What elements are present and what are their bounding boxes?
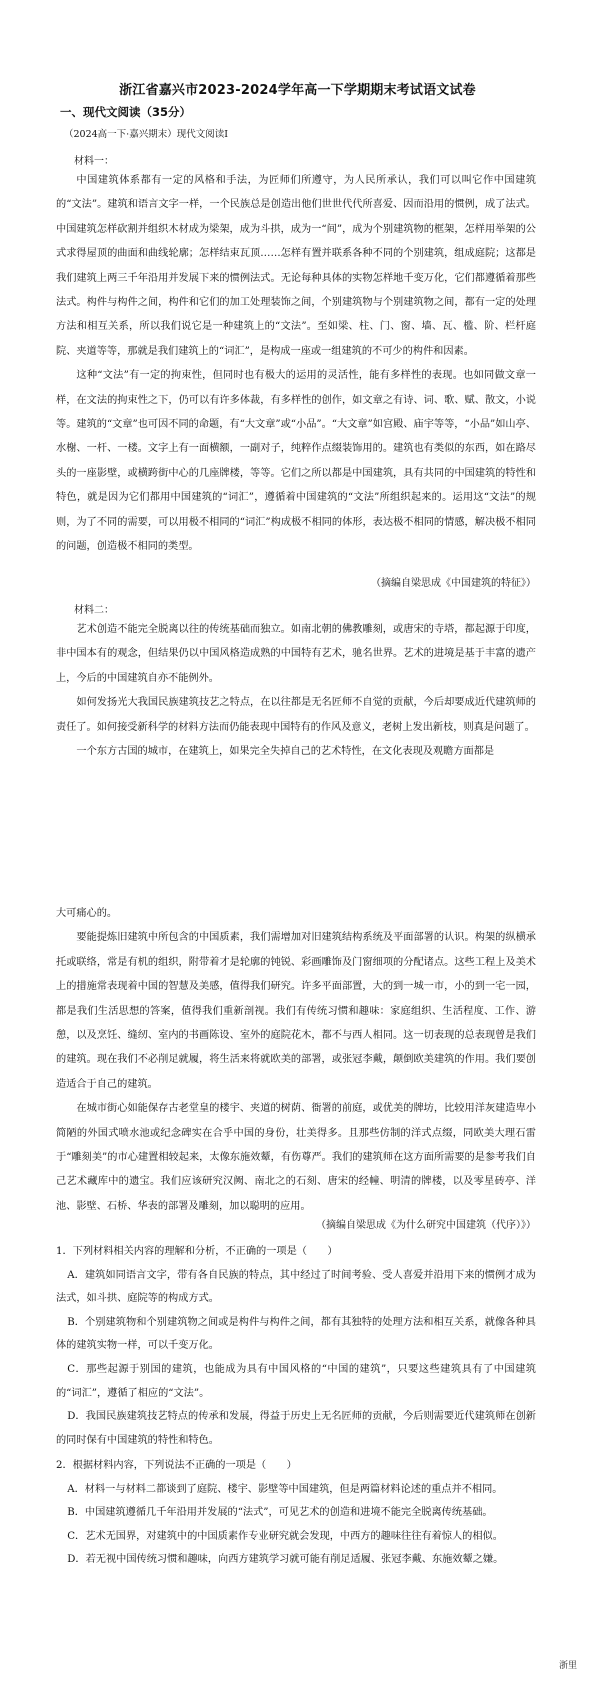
material1-citation: （摘编自梁思成《中国建筑的特征》） bbox=[371, 578, 536, 589]
paragraph: 这种“文法”有一定的拘束性，但同时也有极大的运用的灵活性，能有多样性的表现。也如同做文章一样，在文法的拘束性之下，仍可以有许多体裁，有多样性的创作，如文章之有诗、词、歌、赋、散文，小说等。建筑的“文章”也可因不同的命题，有“大文章”或“小品”。“大文章”如宫殿、庙宇等等，“小品”如山亭、水榭、一杆、一楼。文字上有一面横额，一副对子，纯粹作点缀装饰用的。建筑也有类似的东西，如在路尽头的一座影壁，或横跨街中心的几座牌楼，等等。它们之所以都是中国建筑，具有共同的中国建筑的特性和特色，就是因为它们都用中国建筑的“词汇”，遵循着中国建筑的“文法”所组织起来的。运用这“文法”的规则，为了不同的需要，可以用极不相同的“词汇”构成极不相同的体形，表达极不相同的情感，解决极不相同的问题，创造极不相同的类型。 bbox=[56, 370, 536, 553]
section-heading: 一、现代文阅读（35分） bbox=[60, 105, 192, 119]
option-b[interactable]: B．个别建筑物和个别建筑物之间或是构件与构件之间，都有其独特的处理方法和相互关系，就像各种具体的建筑实物一样，可以千变万化。 bbox=[56, 1316, 536, 1352]
question-stem: 2．根据材料内容，下列说法不正确的一项是（ ） bbox=[56, 1460, 297, 1471]
option-c[interactable]: C．艺术无国界，对建筑中的中国质素作专业研究就会发现，中西方的趣味往往有着惊人的相似。 bbox=[67, 1530, 503, 1542]
material2-citation: （摘编自梁思成《为什么研究中国建筑（代序）》） bbox=[316, 1220, 536, 1231]
paragraph: 一个东方古国的城市，在建筑上，如果完全失掉自己的艺术特性，在文化表现及观瞻方面都是 bbox=[76, 746, 495, 758]
question-stem: 1．下列材料相关内容的理解和分析，不正确的一项是（ ） bbox=[56, 1246, 338, 1257]
option-d[interactable]: D．若无视中国传统习惯和趣味，向西方建筑学习就可能有削足适履、张冠李戴、东施效颦之嫌。 bbox=[67, 1554, 504, 1566]
material2-body-bottom bbox=[56, 902, 536, 1219]
continuation-line: 大可痛心的。 bbox=[56, 908, 118, 919]
footer-mark: 浙里 bbox=[558, 1661, 577, 1671]
material1-body bbox=[56, 169, 536, 560]
paragraph: 如何发扬光大我国民族建筑技艺之特点，在以往都是无名匠师不自觉的贡献，今后却要成近代建筑师的责任了。如何接受新科学的材料方法而仍能表现中国特有的作风及意义，老树上发出新枝，则真是问题了。 bbox=[56, 697, 536, 733]
source-tag: （2024高一下·嘉兴期末）现代文阅读I bbox=[64, 129, 228, 140]
option-a[interactable]: A．材料一与材料二都谈到了庭院、楼宇、影壁等中国建筑，但是两篇材料论述的重点并不相同。 bbox=[67, 1483, 503, 1495]
option-b[interactable]: B．中国建筑遵循几千年沿用并发展的“法式”，可见艺术的创造和进境不能完全脱离传统基础。 bbox=[67, 1507, 493, 1519]
paragraph: 中国建筑体系都有一定的风格和手法，为匠师们所遵守，为人民所承认，我们可以叫它作中国建筑的“文法”。建筑和语言文字一样，一个民族总是创造出他们世世代代所喜爱、因而沿用的惯例，成了法式。中国建筑怎样砍割并组织木材成为梁架，成为斗拱，成为一“间”，成为个别建筑物的框架，怎样用举架的公式求得屋顶的曲面和曲线轮廓；怎样结束瓦顶……怎样有置并联系各种不同的个别建筑，组成庭院；这都是我们建筑上两三千年沿用并发展下来的惯例法式。无论每种具体的实物怎样地千变万化，它们都遵循着那些法式。构件与构件之间，构件和它们的加工处理装饰之间，个别建筑物与个别建筑物之间，都有一定的处理方法和相互关系，所以我们说它是一种建筑上的“文法”。至如梁、柱、门、窗、墙、瓦、槛、阶、栏杆庭院、夹道等等，那就是我们建筑上的“词汇”，是构成一座或一组建筑的不可少的构件和因素。 bbox=[56, 175, 536, 357]
option-c[interactable]: C．那些起源于别国的建筑，也能成为具有中国风格的“中国的建筑”，只要这些建筑具有了中国建筑的“词汇”，遵循了相应的“文法”。 bbox=[56, 1363, 536, 1399]
paragraph: 艺术创造不能完全脱离以往的传统基础而独立。如南北朝的佛教雕刻，或唐宋的寺塔，都起源于印度，非中国本有的观念，但结果仍以中国风格造成熟的中国特有艺术，驰名世界。艺术的进境是基于丰富的遗产上，今后的中国建筑自亦不能例外。 bbox=[56, 624, 536, 684]
material2-label: 材料二： bbox=[74, 605, 114, 616]
material1-label: 材料一： bbox=[74, 156, 114, 167]
question-2 bbox=[56, 1454, 536, 1572]
question-1 bbox=[56, 1240, 536, 1452]
exam-title: 浙江省嘉兴市2023-2024学年高一下学期期末考试语文试卷 bbox=[119, 83, 476, 98]
option-a[interactable]: A．建筑如同语言文字，带有各自民族的特点，其中经过了时间考验、受人喜爱并沿用下来的惯例才成为法式，如斗拱、庭院等的构成方式。 bbox=[56, 1269, 536, 1305]
paragraph: 在城市街心如能保存古老堂皇的楼宇、夹道的树荫、衙署的前庭，或优美的牌坊，比较用洋灰建造卑小简陋的外国式喷水池或纪念碑实在合乎中国的身份，壮美得多。且那些仿制的洋式点缀，同欧美大理石雷于“雕刻美”的市心建置相较起来，太像东施效颦，有伤尊严。我们的建筑师在这方面所需要的是参考我们自己艺术藏库中的遗宝。我们应该研究汉阙、南北之的石刻、唐宋的经幢、明清的牌楼，以及零星砖亭、洋池、影壁、石桥、华表的部署及雕刻，加以聪明的应用。 bbox=[56, 1103, 536, 1212]
paragraph: 要能提炼旧建筑中所包含的中国质素，我们需增加对旧建筑结构系统及平面部署的认识。构架的纵横承托或联络，常是有机的组织，附带着才是轮廓的钝锐、彩画雕饰及门窗细项的分配诸点。这些工程上及美术上的措施常表现着中国的智慧及美感，值得我们研究。许多平面部置，大的到一城一市，小的到一宅一园，都是我们生活思想的答案，值得我们重新剖视。我们有传统习惯和趣味：家庭组织、生活程度、工作、游憩，以及烹饪、缝纫、室内的书画陈设、室外的庭院花木，都不与西人相同。这一切表现的总表现曾是我们的建筑。现在我们不必削足就履，将生活来将就欧美的部署，或张冠李戴，颠倒欧美建筑的作用。我们要创造适合于自己的建筑。 bbox=[56, 932, 536, 1090]
option-d[interactable]: D．我国民族建筑技艺特点的传承和发展，得益于历史上无名匠师的贡献，今后则需要近代建筑师在创新的同时保有中国建筑的特性和特色。 bbox=[56, 1411, 536, 1446]
material2-body-top bbox=[56, 618, 536, 764]
